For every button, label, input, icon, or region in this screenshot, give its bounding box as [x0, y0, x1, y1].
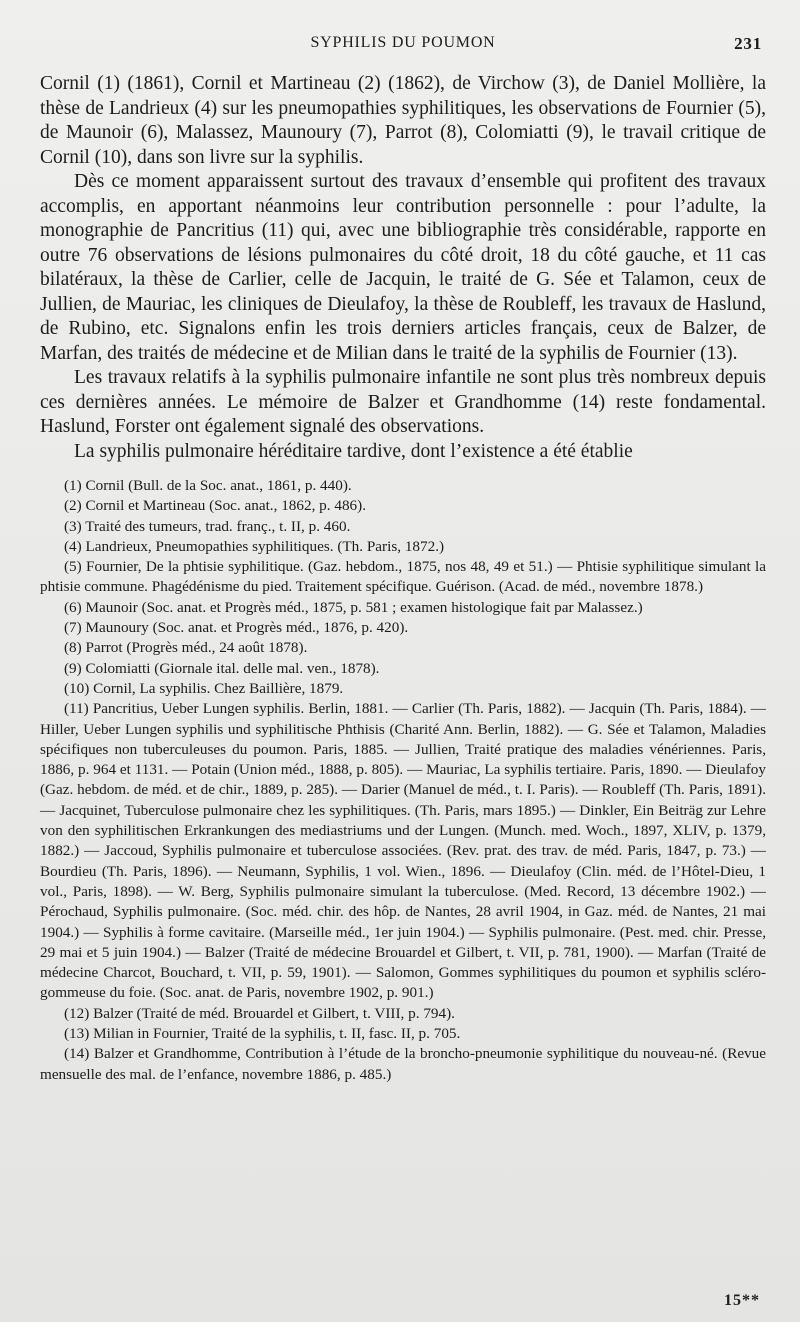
footnote: (10) Cornil, La syphilis. Chez Baillière, 1879. — [64, 679, 344, 697]
footnote: (12) Balzer (Traité de méd. Brouardel et Gilbert, t. VIII, p. 794). — [64, 1004, 455, 1022]
paragraph: La syphilis pulmonaire héréditaire tardive, dont l’existence a été établie — [74, 440, 633, 462]
footnote: (2) Cornil et Martineau (Soc. anat., 1862, p. 486). — [64, 497, 366, 515]
footnote: (5) Fournier, De la phtisie syphilitique. (Gaz. hebdom., 1875, nos 48, 49 et 51.) — Phtisie syphilitique simulant la phtisie commune. Phagédénisme du pied. Traitement spécifique. Guérison. (Acad. de méd., novembre 1878.) — [40, 558, 766, 596]
footnote: (4) Landrieux, Pneumopathies syphilitiques. (Th. Paris, 1872.) — [64, 537, 445, 555]
paragraph: Cornil (1) (1861), Cornil et Martineau (2) (1862), de Virchow (3), de Daniel Mollière, la thèse de Landrieux (4) sur les pneumopathies syphilitiques, les observations de Fournier (5), de Maunoir (6), Malassez, Maunoury (7), Parrot (8), Colomiatti (9), le travail critique de Cornil (10), dans son livre sur la syphilis. — [40, 73, 766, 168]
page-number: 231 — [734, 34, 762, 53]
footnote: (11) Pancritius, Ueber Lungen syphilis. Berlin, 1881. — Carlier (Th. Paris, 1882). — Jacquin (Th. Paris, 1884). — Hiller, Ueber Lungen syphilis und syphilitische Phthisis (Charité Ann. Berlin, 1882). — G. Sée et Talamon, Maladies spécifiques non tuberculeuses du poumon. Paris, 1885. — Jullien, Traité pratique des maladies vénériennes. Paris, 1886, p. 964 et 1131. — Potain (Union méd., 1888, p. 805). — Mauriac, La syphilis tertiaire. Paris, 1890. — Dieulafoy (Gaz. hebdom. de méd. et de chir., 1889, p. 285). — Darier (Manuel de méd., t. I. Paris). — Roubleff (Th. Paris, 1891). — Jacquinet, Tuberculose pulmonaire chez les syphilitiques. (Th. Paris, mars 1895.) — Dinkler, Ein Beiträg zur Lehre von den syphilitischen Erkrankungen des mediastriums und der Lungen. (Munch. med. Woch., 1897, XLIV, p. 1379, 1882.) — Jaccoud, Syphilis pulmonaire et tuberculose associées. (Rev. prat. des trav. de méd. Paris, 1847, p. 73.) — Bourdieu (Th. Paris, 1896). — Neumann, Syphilis, 1 vol. Wien., 1896. — Dieulafoy (Clin. méd. de l’Hôtel-Dieu, 1 vol., Paris, 1898). — W. Berg, Syphilis pulmonaire simulant la tuberculose. (Med. Record, 13 décembre 1902.) — Pérochaud, Syphilis pulmonaire. (Soc. méd. chir. des hôp. de Nantes, 28 avril 1904, in Gaz. méd. de Nantes, 21 mai 1904.) — Syphilis à forme cavitaire. (Marseille méd., 1er juin 1904.) — Syphilis pulmonaire. (Pest. med. chir. Presse, 29 mai et 5 juin 1904.) — Balzer (Traité de médecine Brouardel et Gilbert, t. VII, p. 781, 1900). — Marfan (Traité de médecine Charcot, Bouchard, t. VII, p. 59, 1901). — Salomon, Gommes syphilitiques du poumon et syphilis scléro-gommeuse du foie. (Soc. anat. de Paris, novembre 1902, p. 901.) — [40, 700, 766, 1002]
footnote: (14) Balzer et Grandhomme, Contribution à l’étude de la broncho-pneumonie syphilitique du nouveau-né. (Revue mensuelle des mal. de l’enfance, novembre 1886, p. 485.) — [40, 1045, 766, 1083]
running-title: SYPHILIS DU POUMON — [310, 34, 496, 51]
footnote: (13) Milian in Fournier, Traité de la syphilis, t. II, fasc. II, p. 705. — [64, 1025, 461, 1043]
footnote: (6) Maunoir (Soc. anat. et Progrès méd., 1875, p. 581 ; examen histologique fait par Malassez.) — [64, 598, 643, 616]
footnote: (9) Colomiatti (Giornale ital. delle mal. ven., 1878). — [64, 659, 380, 677]
footnote: (7) Maunoury (Soc. anat. et Progrès méd., 1876, p. 420). — [64, 619, 409, 637]
paragraph: Les travaux relatifs à la syphilis pulmonaire infantile ne sont plus très nombreux depuis ces dernières années. Le mémoire de Balzer et Grandhomme (14) reste fondamental. Haslund, Forster ont également signalé des observations. — [40, 367, 766, 437]
signature-mark: 15** — [724, 1292, 760, 1309]
main-text — [40, 72, 766, 464]
paragraph: Dès ce moment apparaissent surtout des travaux d’ensemble qui profitent des travaux accomplis, en apportant néanmoins leur contribution personnelle : pour l’adulte, la monographie de Pancritius (11) qui, avec une bibliographie très considérable, rapporte en outre 76 observations de lésions pulmonaires du côté droit, 18 du côté gauche, et 11 cas bilatéraux, la thèse de Carlier, celle de Jacquin, le traité de G. Sée et Talamon, ceux de Jullien, de Mauriac, les cliniques de Dieulafoy, la thèse de Roubleff, les travaux de Haslund, de Rubino, etc. Signalons enfin les trois derniers articles français, ceux de Balzer, de Marfan, des traités de médecine et de Milian dans le traité de la syphilis de Fournier (13). — [40, 171, 766, 364]
running-head — [40, 30, 766, 60]
footnote: (1) Cornil (Bull. de la Soc. anat., 1861, p. 440). — [64, 477, 352, 494]
footnote: (3) Traité des tumeurs, trad. franç., t. II, p. 460. — [64, 517, 351, 535]
footnotes — [40, 476, 766, 1085]
footnote: (8) Parrot (Progrès méd., 24 août 1878). — [64, 639, 308, 657]
